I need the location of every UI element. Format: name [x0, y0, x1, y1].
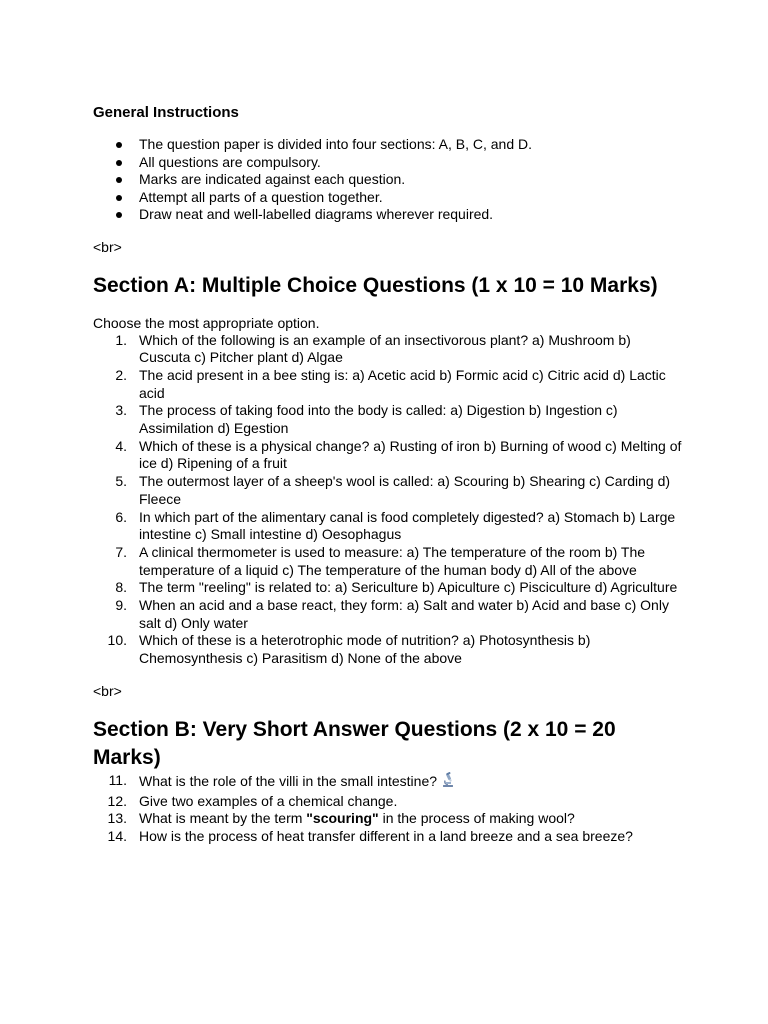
document-page [93, 104, 683, 846]
section-b-questions [93, 772, 683, 846]
section-b-title: Section B: Very Short Answer Questions (2 x 10 = 20 Marks) [93, 717, 616, 769]
br-marker: <br> [93, 238, 122, 255]
question-text: The term "reeling" is related to: a) Sericulture b) Apiculture c) Pisciculture d) Agriculture [139, 579, 678, 596]
question-item [93, 828, 683, 846]
question-item [93, 509, 683, 544]
question-number: 10. [107, 632, 127, 649]
question-text: in the process of making wool? [378, 810, 575, 827]
question-text: Give two examples of a chemical change. [139, 792, 398, 809]
question-text: Which of these is a heterotrophic mode of nutrition? a) Photosynthesis b) Chemosynthesis c) Parasitism d) None of the above [139, 632, 591, 667]
question-text: What is meant by the term [139, 810, 307, 827]
question-number: 7. [115, 543, 127, 560]
section-a-intro: Choose the most appropriate option. [93, 314, 320, 331]
question-text: Which of these is a physical change? a) Rusting of iron b) Burning of wood c) Melting of ice d) Ripening of a fruit [139, 437, 682, 472]
list-item [93, 154, 683, 172]
instruction-text: All questions are compulsory. [139, 153, 321, 170]
question-number: 6. [115, 508, 127, 525]
question-item [93, 473, 683, 508]
instruction-text: Draw neat and well-labelled diagrams wherever required. [139, 206, 494, 222]
question-text: What is the role of the villi in the small intestine? [139, 772, 438, 789]
question-item [93, 579, 683, 597]
br-marker: <br> [93, 682, 122, 699]
instruction-text: The question paper is divided into four sections: A, B, C, and D. [139, 136, 532, 152]
question-text: The outermost layer of a sheep's wool is called: a) Scouring b) Shearing c) Carding d) Fleece [139, 473, 671, 507]
question-text: How is the process of heat transfer different in a land breeze and a sea breeze? [139, 827, 633, 844]
question-number: 3. [115, 402, 127, 419]
question-item [93, 810, 683, 828]
bullet-icon [116, 160, 122, 166]
instruction-text: Attempt all parts of a question together. [139, 188, 383, 205]
question-number: 2. [115, 366, 127, 383]
microscope-icon [440, 772, 456, 793]
section-a-title: Section A: Multiple Choice Questions (1 x 10 = 10 Marks) [93, 273, 658, 297]
question-number: 9. [115, 597, 127, 614]
question-item [93, 632, 683, 667]
section-a-questions [93, 332, 683, 668]
bullet-icon [116, 212, 122, 218]
question-item [93, 793, 683, 811]
question-text: Which of the following is an example of an insectivorous plant? a) Mushroom b) Cuscuta c) Pitcher plant d) Algae [139, 331, 631, 366]
question-number: 14. [107, 827, 127, 844]
bullet-icon [116, 177, 122, 183]
question-item [93, 544, 683, 579]
question-text: When an acid and a base react, they form: a) Salt and water b) Acid and base c) Only salt d) Only water [139, 597, 669, 631]
question-number: 12. [107, 792, 127, 809]
question-item [93, 438, 683, 473]
question-text: In which part of the alimentary canal is food completely digested? a) Stomach b) Large intestine c) Small intestine d) Oesophagus [139, 508, 676, 543]
question-text: The process of taking food into the body is called: a) Digestion b) Ingestion c) Assimilation d) Egestion [139, 402, 618, 437]
question-text: A clinical thermometer is used to measure: a) The temperature of the room b) The temperature of a liquid c) The temperature of the human body d) All of the above [139, 543, 646, 578]
question-number: 11. [108, 771, 127, 788]
question-number: 1. [115, 331, 127, 348]
question-number: 4. [115, 437, 127, 454]
question-text: The acid present in a bee sting is: a) Acetic acid b) Formic acid c) Citric acid d) Lactic acid [139, 366, 666, 401]
question-number: 5. [115, 473, 127, 490]
bullet-icon [116, 195, 122, 201]
question-item [93, 597, 683, 632]
list-item [93, 206, 683, 224]
question-number: 8. [115, 579, 127, 596]
bullet-icon [116, 142, 122, 148]
microscope-icon-graphic [440, 772, 456, 788]
instructions-list [93, 136, 683, 224]
question-item [93, 332, 683, 367]
general-instructions-heading: General Instructions [93, 104, 239, 121]
question-item [93, 772, 683, 793]
list-item [93, 136, 683, 154]
question-item [93, 367, 683, 402]
question-emphasis: "scouring" [306, 810, 379, 827]
list-item [93, 189, 683, 207]
list-item [93, 171, 683, 189]
question-item [93, 402, 683, 437]
instruction-text: Marks are indicated against each question. [139, 171, 406, 187]
question-number: 13. [107, 810, 127, 827]
